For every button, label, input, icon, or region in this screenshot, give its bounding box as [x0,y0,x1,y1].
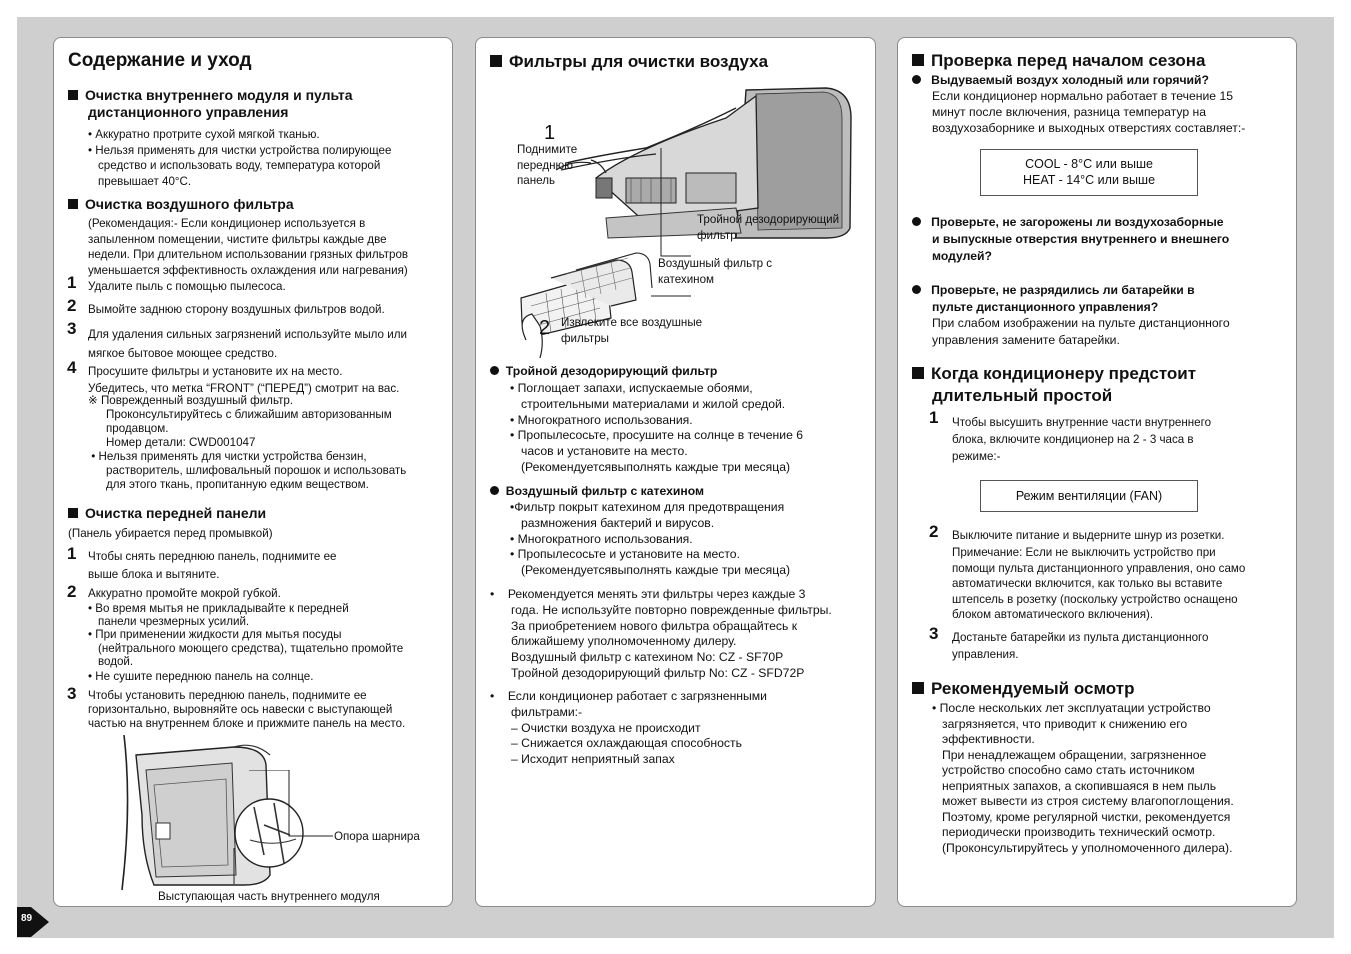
page-number: 89 [21,913,33,924]
figure-step-number: 2 [539,317,551,339]
heading-catechin-filter: Воздушный фильтр с катехином [490,484,704,500]
panel-air-filters [475,37,876,907]
triple-filter-details: • Поглощает запахи, испускаемые обоями, строительными материалами и жилой средой. • Многократного использования. • Пропылесосьте, просушите на солнце в течение 6 часов и установите на место. (Рекомендуетсявыполнять каждые три месяца) [510,381,804,474]
round-bullet-icon [912,75,921,84]
square-bullet-icon [68,90,78,100]
square-bullet-icon [490,55,502,67]
note-mark: ※ [88,394,98,407]
front-panel-note: (Панель убирается перед промывкой) [68,527,273,540]
step-number: 2 [67,296,77,315]
step-number: 1 [67,544,77,563]
step-number: 4 [67,358,77,377]
temperature-difference-box: COOL - 8°C или выше HEAT - 14°C или выше [980,149,1198,196]
step-number: 3 [67,684,77,703]
section-title-season-check: Проверка перед началом сезона [912,50,1206,72]
label-indoor-protrusion: Выступающая часть внутреннего модуля [158,890,380,903]
figure-step-number: 1 [544,122,556,144]
step-text: Вымойте заднюю сторону воздушных фильтров водой. [88,303,385,316]
step-number: 2 [67,582,77,601]
step-text: Чтобы установить переднюю панель, поднимите ее горизонтально, выровняйте ось навески с выступающей частью на внутреннем блоке и прижмите панель на место. [88,689,406,730]
step-text: Аккуратно промойте мокрой губкой. [88,587,281,600]
step-text: Чтобы снять переднюю панель, поднимите ее выше блока и вытяните. [88,550,337,581]
step-text: Удалите пыль с помощью пылесоса. [88,280,286,293]
section-heading-air-filter: Очистка воздушного фильтра [68,196,294,213]
step-text: Для удаления сильных загрязнений используйте мыло или мягкое бытовое моющее средство. [88,328,407,360]
round-bullet-icon [490,366,499,375]
label-hinge-support: Опора шарнира [334,830,420,843]
step-number: 2 [929,522,939,541]
question-vents-blocked: Проверьте, не загорожены ли воздухозаборные и выпускные отверстия внутреннего и внешнего модулей? [912,214,1292,265]
square-bullet-icon [912,682,924,694]
front-panel-bullets: • Во время мытья не прикладывайте к передней панели чрезмерных усилий. • При применении жидкости для мытья посуды (нейтрального моющего средства), тщательно промойте водой. • Не сушите переднюю панель на солнце. [88,602,404,684]
step-text: Выключите питание и выдерните шнур из розетки. [952,529,1225,542]
auto-restart-note: Примечание: Если не выключить устройство при помощи пульта дистанционного управления, оно само автоматически включится, как только вы вставите штепсель в розетку (поскольку устройство оснащено блоком автоматического включения). [952,546,1246,622]
panel-care-and-cleaning [53,37,453,907]
round-bullet-icon [912,217,921,226]
step-number: 1 [929,408,939,427]
air-filter-recommendation: (Рекомендация:- Если кондиционер используется в запыленном помещении, чистите фильтры каждые две недели. При длительном использовании грязных фильтров уменьшается эффективность охлаждения или нагревания) [88,217,409,277]
round-bullet-icon [490,486,499,495]
question-batteries: Проверьте, не разрядились ли батарейки в пульте дистанционного управления? При слабом изображении на пульте дистанционного управления замените батарейки. [912,282,1292,348]
dirty-filter-effects: • Если кондиционер работает с загрязненными фильтрами:- – Очистки воздуха не происходит – Снижается охлаждающая способность – Исходит неприятный запах [490,689,767,767]
label-catechin-filter: Воздушный фильтр с катехином [658,257,773,286]
inspection-details: • После нескольких лет эксплуатации устройство загрязняется, что приводит к снижению его эффективности. При ненадлежащем обращении, загрязненное устройство способно само стать источником неприятных запахов, а скопившаяся в нем пыль может вывести из строя систему влагопоглощения. Поэтому, кроме регулярной чистки, рекомендуется периодически производить технический осмотр. (Проконсультируйтесь у уполномоченного дилера). [932,701,1234,855]
panel-season-check [897,37,1297,907]
step-number: 3 [929,624,939,643]
filter-replacement-info: • Рекомендуется менять эти фильтры через каждые 3 года. Не используйте повторно поврежденные фильтры. За приобретением нового фильтра обращайтесь к ближайшему уполномоченному дилеру. Воздушный фильтр с катехином No: CZ - SF70P Тройной дезодорирующий фильтр No: CZ - SFD72P [490,587,832,680]
label-triple-deodorizing-filter: Тройной дезодорирующий фильтр [697,213,840,242]
step-text: Достаньте батарейки из пульта дистанционного управления. [952,631,1209,661]
section-title-air-filters: Фильтры для очистки воздуха [490,51,768,73]
catechin-filter-details: •Фильтр покрыт катехином для предотвращения размножения бактерий и вирусов. • Многократного использования. • Пропылесосьте и установите на место. (Рекомендуетсявыполнять каждые три месяца) [510,500,791,578]
fan-mode-box: Режим вентиляции (FAN) [980,480,1198,512]
temperature-explanation: Если кондиционер нормально работает в течение 15 минут после включения, разница температур на воздухозаборнике и выходных отверстиях составляет:- [932,89,1246,135]
square-bullet-icon [68,199,78,209]
hinge-leader-line [249,770,339,840]
step-number: 3 [67,319,77,338]
heading-triple-filter: Тройной дезодорирующий фильтр [490,364,717,380]
square-bullet-icon [68,508,78,518]
section-heading-indoor-unit: Очистка внутреннего модуля и пульта дистанционного управления [68,87,353,121]
protrusion-leader-line [184,848,244,888]
section-heading-front-panel: Очистка передней панели [68,505,266,522]
damaged-filter-note: ※ Поврежденный воздушный фильтр. Проконсультируйтесь с ближайшим авторизованным продавцом. Номер детали: CWD001047 • Нельзя применять для чистки устройства бензин, растворитель, шлифовальный порошок и использовать для этого ткань, пропитанную едким веществом. [88,394,407,491]
square-bullet-icon [912,54,924,66]
round-bullet-icon [912,285,921,294]
section-title-long-idle: Когда кондиционеру предстоит длительный простой [912,363,1196,407]
step-number: 1 [67,273,77,292]
step-text: Чтобы высушить внутренние части внутреннего блока, включите кондиционер на 2 - 3 часа в режиме:- [952,416,1212,463]
indoor-unit-bullets: • Аккуратно протрите сухой мягкой тканью. • Нельзя применять для чистки устройства полирующее средство и использовать воду, температура которой превышает 40°C. [88,128,392,188]
label-lift-front-panel: Поднимите переднюю панель [517,143,578,187]
square-bullet-icon [912,367,924,379]
step-text: Просушите фильтры и установите их на место. Убедитесь, что метка “FRONT” (“ПЕРЕД”) смотрит на вас. [88,365,400,395]
section-title-recommended-inspection: Рекомендуемый осмотр [912,678,1134,700]
label-remove-filters: Извлеките все воздушные фильтры [561,316,703,345]
question-air-temperature: Выдуваемый воздух холодный или горячий? [912,73,1209,89]
page-title: Содержание и уход [68,50,252,71]
